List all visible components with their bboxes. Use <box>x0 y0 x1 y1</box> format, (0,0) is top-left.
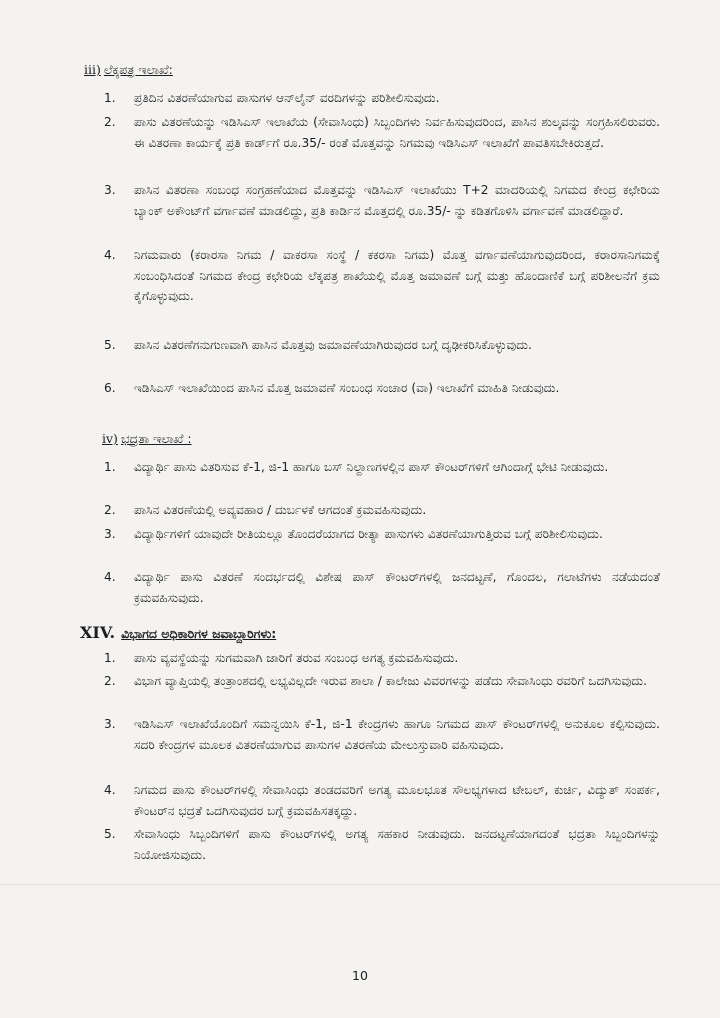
item-number: 4. <box>104 783 116 797</box>
list-item <box>104 180 660 221</box>
item-text: ವಿದ್ಯಾರ್ಥಿ ಪಾಸು ವಿತರಣೆ ಸಂದರ್ಭದಲ್ಲಿ ವಿಶೇಷ ಪಾಸ್ ಕೌಂಟರ್‌ಗಳಲ್ಲಿ ಜನದಟ್ಟಣೆ, ಗೊಂದಲ, ಗಲಾಟೆಗಳು ನಡೆಯದಂತೆ ಕ್ರಮವಹಿಸುವುದು. <box>134 570 660 605</box>
item-text: ನಿಗಮದ ಪಾಸು ಕೌಂಟರ್‌ಗಳಲ್ಲಿ ಸೇವಾಸಿಂಧು ತಂಡದವರಿಗೆ ಅಗತ್ಯ ಮೂಲಭೂತ ಸೌಲಭ್ಯಗಳಾದ ಟೇಬಲ್, ಕುರ್ಚಿ, ವಿದ್ಯುತ್ ಸಂಪರ್ಕ, ಕೌಂಟರ್‌ನ ಭದ್ರತೆ ಒದಗಿಸುವುದರ ಬಗ್ಗೆ ಕ್ರಮವಹಿಸತಕ್ಕದ್ದು. <box>134 783 660 818</box>
item-number: 3. <box>104 527 116 541</box>
section-number: iii) <box>84 62 101 77</box>
list-item <box>104 500 660 521</box>
section-number: XIV. <box>80 623 116 642</box>
item-number: 2. <box>104 674 116 688</box>
list-item <box>104 378 660 399</box>
list-item <box>104 524 660 545</box>
page-divider <box>0 884 720 885</box>
item-text: ನಿಗಮವಾರು (ಕರಾರಸಾ ನಿಗಮ / ವಾಕರಸಾ ಸಂಸ್ಥೆ / ಕಕರಸಾ ನಿಗಮ) ಮೊತ್ತ ವರ್ಗಾವಣೆಯಾಗುವುದರಿಂದ, ಕರಾರಸಾನಿಗಮಕ್ಕೆ ಸಂಬಂಧಿಸಿದಂತೆ ನಿಗಮದ ಕೇಂದ್ರ ಕಛೇರಿಯ ಲೆಕ್ಕಪತ್ರ ಶಾಖೆಯಲ್ಲಿ ಮೊತ್ತ ಜಮಾವಣೆ ಬಗ್ಗೆ ಮತ್ತು ಹೊಂದಾಣಿಕೆ ಬಗ್ಗೆ ಪರಿಶೀಲನೆಗೆ ಕ್ರಮ ಕೈಗೊಳ್ಳುವುದು. <box>134 248 660 303</box>
item-text: ಪಾಸಿನ ವಿತರಣಾ ಸಂಬಂಧ ಸಂಗ್ರಹಣೆಯಾದ ಮೊತ್ತವನ್ನು ಇಡಿಸಿಎಸ್ ಇಲಾಖೆಯು T+2 ಮಾದರಿಯಲ್ಲಿ ನಿಗಮದ ಕೇಂದ್ರ ಕಛೇರಿಯ ಬ್ಯಾಂಕ್ ಅಕೌಂಟ್‌ಗೆ ವರ್ಗಾವಣೆ ಮಾಡಲಿದ್ದು, ಪ್ರತಿ ಕಾರ್ಡಿನ ಮೊತ್ತದಲ್ಲಿ ರೂ.35/- ನ್ನು ಕಡಿತಗೊಳಿಸಿ ವರ್ಗಾವಣೆ ಮಾಡಲಿದ್ದಾರೆ. <box>134 183 660 218</box>
section-number: iv) <box>102 431 118 446</box>
item-text: ಇಡಿಸಿಎಸ್ ಇಲಾಖೆಯೊಂದಿಗೆ ಸಮನ್ವಯಿಸಿ ಕೆ-1, ಜಿ-1 ಕೇಂದ್ರಗಳು ಹಾಗೂ ನಿಗಮದ ಪಾಸ್ ಕೌಂಟರ್‌ಗಳಲ್ಲಿ ಅನುಕೂಲ ಕಲ್ಪಿಸುವುದು. ಸದರಿ ಕೇಂದ್ರಗಳ ಮೂಲಕ ವಿತರಣೆಯಾಗುವ ಪಾಸುಗಳ ವಿತರಣೆಯ ಮೇಲುಸ್ತುವಾರಿ ವಹಿಸುವುದು. <box>134 717 660 752</box>
item-text: ವಿಭಾಗ ವ್ಯಾಪ್ತಿಯಲ್ಲಿ ತಂತ್ರಾಂಶದಲ್ಲಿ ಲಭ್ಯವಿಲ್ಲದೇ ಇರುವ ಶಾಲಾ / ಕಾಲೇಜು ವಿವರಗಳನ್ನು ಪಡೆದು ಸೇವಾಸಿಂಧು ರವರಿಗೆ ಒದಗಿಸುವುದು. <box>134 674 647 688</box>
list-item <box>104 714 660 755</box>
section-title: ಲೆಕ್ಕಪತ್ರ ಇಲಾಖೆ: <box>103 62 173 77</box>
item-text: ಸೇವಾಸಿಂಧು ಸಿಬ್ಬಂದಿಗಳಿಗೆ ಪಾಸು ಕೌಂಟರ್‌ಗಳಲ್ಲಿ ಅಗತ್ಯ ಸಹಕಾರ ನೀಡುವುದು. ಜನದಟ್ಟಣೆಯಾಗದಂತೆ ಭದ್ರತಾ ಸಿಬ್ಬಂದಿಗಳನ್ನು ನಿಯೋಜಿಸುವುದು. <box>134 827 660 862</box>
list-item <box>104 88 660 109</box>
item-text: ವಿದ್ಯಾರ್ಥಿ ಪಾಸು ವಿತರಿಸುವ ಕೆ-1, ಜಿ-1 ಹಾಗೂ ಬಸ್ ನಿಲ್ದಾಣಗಳಲ್ಲಿನ ಪಾಸ್ ಕೌಂಟರ್‌ಗಳಿಗೆ ಆಗಿಂದಾಗ್ಗೆ ಭೇಟಿ ನೀಡುವುದು. <box>134 460 609 474</box>
list-item <box>104 457 660 478</box>
list-item <box>104 567 660 608</box>
list-item <box>104 780 660 821</box>
item-text: ಪಾಸಿನ ವಿತರಣೆಗನುಗುಣವಾಗಿ ಪಾಸಿನ ಮೊತ್ತವು ಜಮಾವಣೆಯಾಗಿರುವುದರ ಬಗ್ಗೆ ದೃಢೀಕರಿಸಿಕೊಳ್ಳುವುದು. <box>134 338 532 352</box>
item-text: ಪ್ರತಿದಿನ ವಿತರಣೆಯಾಗುವ ಪಾಸುಗಳ ಆನ್‌ಲೈನ್ ವರದಿಗಳನ್ನು ಪರಿಶೀಲಿಸುವುದು. <box>134 91 440 105</box>
item-text: ಪಾಸು ವ್ಯವಸ್ಥೆಯನ್ನು ಸುಗಮವಾಗಿ ಜಾರಿಗೆ ತರುವ ಸಂಬಂಧ ಅಗತ್ಯ ಕ್ರಮವಹಿಸುವುದು. <box>134 651 459 665</box>
item-text: ಇಡಿಸಿಎಸ್ ಇಲಾಖೆಯಿಂದ ಪಾಸಿನ ಮೊತ್ತ ಜಮಾವಣೆ ಸಂಬಂಧ ಸಂಚಾರ (ವಾ) ಇಲಾಖೆಗೆ ಮಾಹಿತಿ ನೀಡುವುದು. <box>134 381 560 395</box>
section-heading-iii <box>84 62 173 78</box>
list-item <box>104 335 660 356</box>
item-number: 6. <box>104 381 116 395</box>
list-item <box>104 245 660 307</box>
item-number: 4. <box>104 248 116 262</box>
list-item <box>104 671 660 692</box>
list-item <box>104 824 660 865</box>
section-heading-xiv <box>80 623 276 642</box>
item-number: 5. <box>104 827 116 841</box>
section-title: ಭದ್ರತಾ ಇಲಾಖೆ : <box>120 431 192 446</box>
item-text: ಪಾಸಿನ ವಿತರಣೆಯಲ್ಲಿ ಅವ್ಯವಹಾರ / ದುರ್ಬಳಕೆ ಆಗದಂತೆ ಕ್ರಮವಹಿಸುವುದು. <box>134 503 427 517</box>
item-number: 1. <box>104 651 116 665</box>
item-number: 2. <box>104 503 116 517</box>
item-text: ವಿದ್ಯಾರ್ಥಿಗಳಿಗೆ ಯಾವುದೇ ರೀತಿಯಲ್ಲೂ ತೊಂದರೆಯಾಗದ ರೀತ್ಯಾ ಪಾಸುಗಳು ವಿತರಣೆಯಾಗುತ್ತಿರುವ ಬಗ್ಗೆ ಪರಿಶೀಲಿಸುವುದು. <box>134 527 603 541</box>
item-number: 2. <box>104 115 116 129</box>
item-text: ಪಾಸು ವಿತರಣೆಯನ್ನು ಇಡಿಸಿಎಸ್ ಇಲಾಖೆಯ (ಸೇವಾಸಿಂಧು) ಸಿಬ್ಬಂದಿಗಳು ನಿರ್ವಹಿಸುವುದರಿಂದ, ಪಾಸಿನ ಶುಲ್ಕವನ್ನು ಸಂಗ್ರಹಿಸಲಿರುವರು. ಈ ವಿತರಣಾ ಕಾರ್ಯಕ್ಕೆ ಪ್ರತಿ ಕಾರ್ಡ್‌ಗೆ ರೂ.35/- ರಂತೆ ಮೊತ್ತವನ್ನು ನಿಗಮವು ಇಡಿಸಿಎಸ್ ಇಲಾಖೆಗೆ ಪಾವತಿಸಬೇಕಿರುತ್ತದೆ. <box>134 115 660 150</box>
page-number: 10 <box>352 968 368 983</box>
list-item <box>104 112 660 153</box>
section-heading-iv <box>102 431 192 447</box>
item-number: 4. <box>104 570 116 584</box>
item-number: 3. <box>104 717 116 731</box>
item-number: 1. <box>104 460 116 474</box>
section-title: ವಿಭಾಗದ ಅಧಿಕಾರಿಗಳ ಜವಾಬ್ದಾರಿಗಳು: <box>121 626 277 641</box>
item-number: 3. <box>104 183 116 197</box>
list-item <box>104 648 660 669</box>
item-number: 5. <box>104 338 116 352</box>
item-number: 1. <box>104 91 116 105</box>
